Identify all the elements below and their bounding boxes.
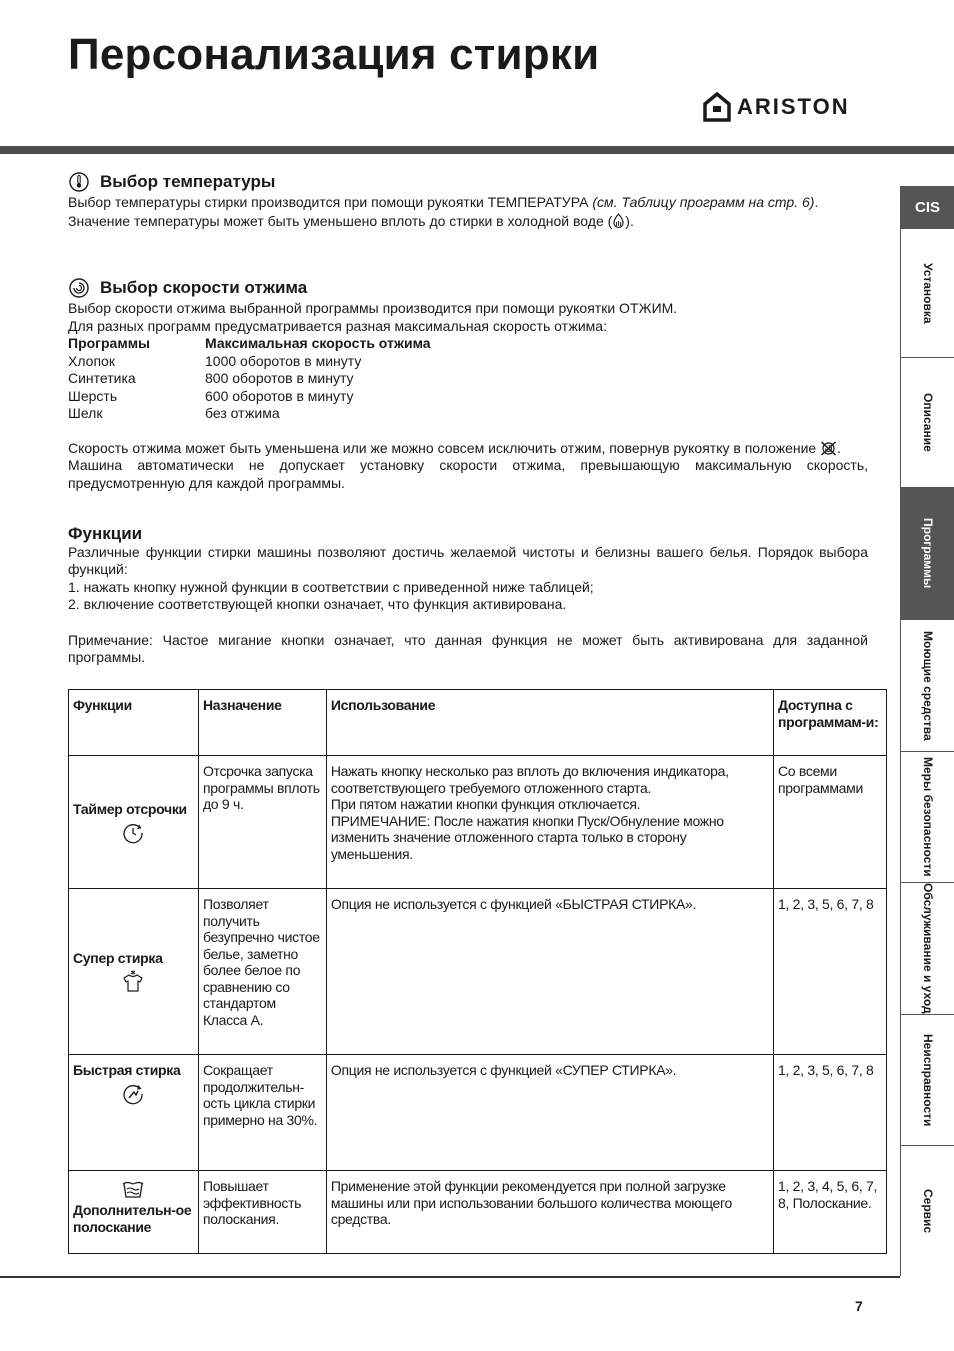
function-cell	[69, 1171, 199, 1254]
usage-line: При пятом нажатии кнопки функция отключается.	[330, 796, 641, 812]
function-purpose: Повышает эффективность полоскания.	[198, 1171, 326, 1254]
tab-label: Программы	[921, 518, 935, 589]
function-name: Супер стирка	[73, 949, 163, 966]
spin-note2: Машина автоматически не допускает установку скорости отжима, превышающую максимальную скорость, предусмотренную для каждой программы.	[68, 457, 868, 491]
house-logo-icon	[703, 92, 731, 122]
col-header-usage: Использование	[326, 690, 773, 756]
temperature-heading-text: Выбор температуры	[100, 172, 276, 192]
thermometer-icon	[68, 172, 90, 192]
spin-section	[68, 278, 868, 492]
function-cell	[69, 889, 199, 1055]
spin-program: Хлопок	[68, 352, 115, 369]
spin-col-programs: Программы	[68, 335, 151, 351]
table-row	[69, 1055, 887, 1171]
function-name: Быстрая стирка	[73, 1062, 181, 1078]
page-number: 7	[855, 1298, 863, 1314]
function-purpose: Сокращает продолжительн-ость цикла стирки примерно на 30%.	[198, 1055, 326, 1171]
spin-program: Синтетика	[68, 370, 136, 386]
col-header-function: Функции	[69, 690, 199, 756]
footer-divider	[0, 1276, 900, 1278]
tab-label: CIS	[914, 198, 940, 216]
temperature-section	[68, 172, 868, 230]
spin-line2: Для разных программ предусматривается разная максимальная скорость отжима:	[68, 317, 607, 334]
spin-speed-table	[68, 335, 431, 423]
tab-label: Сервис	[921, 1188, 935, 1234]
tab-service[interactable]	[901, 1146, 954, 1276]
tab-installation[interactable]	[901, 229, 954, 358]
function-purpose: Позволяет получить безупречно чистое белье, заметно более белое по сравнению со стандартом Класса А.	[198, 889, 326, 1055]
function-name: Таймер отсрочки	[73, 801, 187, 818]
spin-heading	[68, 278, 868, 298]
temperature-text: Выбор температуры стирки производится при помощи рукоятки ТЕМПЕРАТУРА (см. Таблицу программ на стр. 6).	[68, 194, 819, 210]
spin-program: Шелк	[68, 405, 103, 421]
spin-note1-text: Скорость отжима может быть уменьшена или же можно совсем исключить отжим, повернув рукоятку в положение	[68, 439, 817, 456]
cold-water-icon	[612, 213, 625, 229]
tab-cis[interactable]	[901, 186, 954, 229]
spin-program: Шерсть	[68, 387, 118, 404]
usage-line: ПРИМЕЧАНИЕ: После нажатия кнопки Пуск/Обнуление можно изменить значение отложенного старта только в сторону уменьшения.	[330, 812, 724, 862]
function-cell	[69, 756, 199, 889]
delay-timer-icon	[122, 822, 144, 844]
table-row	[68, 405, 431, 423]
quick-wash-icon	[122, 1083, 144, 1105]
function-usage	[326, 1171, 773, 1254]
table-row	[69, 1171, 887, 1254]
function-available: Со всеми программами	[774, 756, 887, 889]
table-row	[68, 335, 431, 353]
function-available: 1, 2, 3, 4, 5, 6, 7, 8, Полоскание.	[774, 1171, 887, 1254]
usage-line: Применение этой функции рекомендуется при полной загрузке машины или при использовании большого количества моющего средства.	[330, 1178, 733, 1227]
function-cell	[69, 1055, 199, 1171]
usage-line: Нажать кнопку несколько раз вплоть до включения индикатора, соответствующего требуемого отложенного старта.	[330, 763, 729, 796]
tab-label: Установка	[921, 262, 935, 324]
page-title: Персонализация стирки	[68, 30, 600, 79]
spin-icon	[68, 278, 90, 298]
function-available: 1, 2, 3, 5, 6, 7, 8	[774, 1055, 887, 1171]
functions-note: Примечание: Частое мигание кнопки означает, что данная функция не может быть активирована для заданной программы.	[68, 631, 868, 665]
table-row	[68, 388, 431, 406]
tab-label: Меры безопасности	[921, 757, 935, 877]
spin-col-speed: Максимальная скорость отжима	[205, 335, 431, 351]
usage-line: Опция не используется с функцией «БЫСТРАЯ СТИРКА».	[330, 896, 697, 912]
functions-section	[68, 525, 868, 667]
spin-speed: без отжима	[205, 405, 280, 421]
temperature-reference: (см. Таблицу программ на стр. 6)	[592, 194, 815, 210]
functions-heading: Функции	[68, 524, 143, 543]
spin-speed: 600 оборотов в минуту	[205, 387, 354, 404]
spin-heading-text: Выбор скорости отжима	[100, 278, 308, 298]
table-row	[69, 756, 887, 889]
spin-speed: 800 оборотов в минуту	[205, 370, 354, 386]
tab-programs[interactable]	[901, 488, 954, 620]
function-usage	[326, 756, 773, 889]
temperature-line1: Выбор температуры стирки производится при помощи рукоятки ТЕМПЕРАТУРА	[68, 194, 589, 210]
extra-rinse-icon	[121, 1178, 145, 1200]
function-purpose: Отсрочка запуска программы вплоть до 9 ч.	[198, 756, 326, 889]
no-spin-icon	[820, 441, 837, 456]
tab-description[interactable]	[901, 358, 954, 488]
brand-logo	[703, 92, 850, 122]
tab-label: Моющие средства	[921, 630, 935, 741]
tab-safety[interactable]	[901, 752, 954, 883]
functions-step2: 2. включение соответствующей кнопки означает, что функция активирована.	[68, 596, 567, 612]
tab-label: Неисправности	[921, 1033, 935, 1127]
header-divider	[0, 146, 954, 154]
function-name: Дополнительн-ое полоскание	[73, 1202, 192, 1235]
table-row	[68, 353, 431, 371]
col-header-purpose: Назначение	[198, 690, 326, 756]
table-header-row	[69, 690, 887, 756]
temperature-cold-text: Значение температуры может быть уменьшено вплоть до стирки в холодной воде ( ).	[68, 212, 634, 229]
tab-troubleshooting[interactable]	[901, 1015, 954, 1146]
col-header-available: Доступна с программам-и:	[774, 690, 887, 756]
tab-label: Описание	[921, 393, 935, 452]
super-wash-shirt-icon	[121, 970, 145, 994]
usage-line: Опция не используется с функцией «СУПЕР СТИРКА».	[330, 1062, 677, 1078]
table-row	[69, 889, 887, 1055]
brand-name: ARISTON	[737, 94, 850, 119]
function-usage	[326, 889, 773, 1055]
functions-table	[68, 689, 887, 1254]
tab-detergents[interactable]	[901, 620, 954, 752]
tab-maintenance[interactable]	[901, 883, 954, 1015]
table-row	[68, 370, 431, 388]
temperature-line2: Значение температуры может быть уменьшено вплоть до стирки в холодной воде (	[68, 212, 613, 229]
function-available: 1, 2, 3, 5, 6, 7, 8	[774, 889, 887, 1055]
spin-line1: Выбор скорости отжима выбранной программы производится при помощи рукоятки ОТЖИМ.	[68, 300, 678, 316]
functions-intro: Различные функции стирки машины позволяют достичь желаемой чистоты и белизны вашего белья. Порядок выбора функций:	[68, 543, 868, 577]
temperature-heading	[68, 172, 868, 192]
function-usage	[326, 1055, 773, 1171]
tab-label: Обслуживание и уход	[921, 883, 935, 1014]
spin-note1: Скорость отжима может быть уменьшена или же можно совсем исключить отжим, повернув рукоятку в положение .	[68, 439, 841, 456]
functions-step1: 1. нажать кнопку нужной функции в соответствии с приведенной ниже таблицей;	[68, 578, 594, 595]
spin-speed: 1000 оборотов в минуту	[205, 352, 362, 369]
